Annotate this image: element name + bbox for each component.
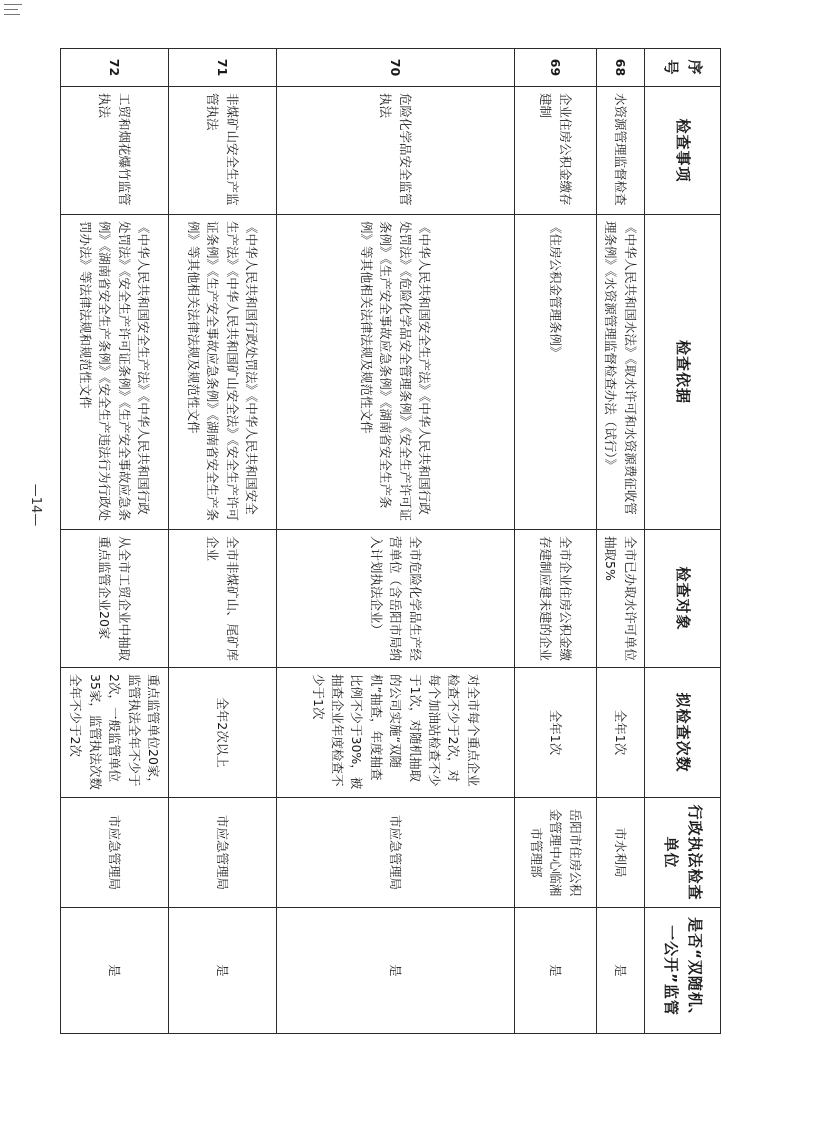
row-freq: 全年1次: [597, 668, 645, 798]
header-target: 检查对象: [645, 530, 721, 668]
row-basis: 《住房公积金管理条例》: [515, 215, 597, 530]
row-target: 全市危险化学品生产经营单位（含岳阳市局纳入计划执法企业）: [277, 530, 515, 668]
row-flag: 是: [515, 908, 597, 1034]
row-basis: 《中华人民共和国水法》《取水许可和水资源费征收管理条例》《水资源管理监督检查办法（试行）》: [597, 215, 645, 530]
row-freq: 全年1次: [515, 668, 597, 798]
row-freq: 重点监管单位20家，监管执法全年不少于2次，一般监管单位35家，监管执法次数全年不少于2次: [61, 668, 169, 798]
row-dept: 市应急管理局: [61, 798, 169, 908]
row-item: 水资源管理监督检查: [597, 87, 645, 215]
row-target: 全市已办取水许可单位抽取5%: [597, 530, 645, 668]
header-num: 序号: [645, 49, 721, 87]
table-row: [597, 49, 645, 1034]
header-flag: 是否“双随机、一公开”监管: [645, 908, 721, 1034]
row-item: 危险化学品安全监管执法: [277, 87, 515, 215]
inspection-table: [60, 48, 721, 1034]
table-row: [61, 49, 169, 1034]
row-basis: 《中华人民共和国行政处罚法》《中华人民共和国安全生产法》《中华人民共和国矿山安全法》《安全生产许可证条例》《生产安全事故应急条例》《湖南省安全生产条例》等其他相关法律法规及规范性文件: [169, 215, 277, 530]
row-basis: 《中华人民共和国安全生产法》《中华人民共和国行政处罚法》《安全生产许可证条例》《生产安全事故应急条例》《湖南省安全生产条例》《安全生产违法行为行政处罚办法》等法律法规和规范性文件: [61, 215, 169, 530]
row-num: 71: [169, 49, 277, 87]
row-target: 从全市工贸企业中抽取重点监管企业20家: [61, 530, 169, 668]
row-item: 工贸和烟花爆竹监管执法: [61, 87, 169, 215]
row-dept: 市应急管理局: [277, 798, 515, 908]
row-dept: 岳阳市住房公积金管理中心临湘市管理部: [515, 798, 597, 908]
row-item: 非煤矿山安全生产监管执法: [169, 87, 277, 215]
header-dept: 行政执法检查单位: [645, 798, 721, 908]
row-flag: 是: [277, 908, 515, 1034]
row-freq: 对全市每个重点企业检查不少于2次，对每个加油站检查不少于1次，对随机抽取的公司实施“双随机”抽查，年度抽查比例不少于30%，被抽查企业年度检查不少于1次: [277, 668, 515, 798]
table-row: [169, 49, 277, 1034]
header-freq: 拟检查次数: [645, 668, 721, 798]
row-flag: 是: [61, 908, 169, 1034]
row-num: 70: [277, 49, 515, 87]
row-flag: 是: [169, 908, 277, 1034]
row-freq: 全年2次以上: [169, 668, 277, 798]
row-flag: 是: [597, 908, 645, 1034]
row-num: 69: [515, 49, 597, 87]
header-item: 检查事项: [645, 87, 721, 215]
row-num: 68: [597, 49, 645, 87]
row-basis: 《中华人民共和国安全生产法》《中华人民共和国行政处罚法》《危险化学品安全管理条例》《安全生产许可证条例》《生产安全事故应急条例》《湖南省安全生产条例》等其他相关法律法规及规范性文件: [277, 215, 515, 530]
table-row: [277, 49, 515, 1034]
row-dept: 市应急管理局: [169, 798, 277, 908]
header-row: [645, 49, 721, 1034]
row-target: 全市非煤矿山、尾矿库企业: [169, 530, 277, 668]
header-basis: 检查依据: [645, 215, 721, 530]
row-dept: 市水利局: [597, 798, 645, 908]
row-num: 72: [61, 49, 169, 87]
row-target: 全市企业住房公积金缴存建制应建未建的企业: [515, 530, 597, 668]
row-item: 企业住房公积金缴存建制: [515, 87, 597, 215]
table-row: [515, 49, 597, 1034]
page-number: —14—: [28, 483, 43, 527]
